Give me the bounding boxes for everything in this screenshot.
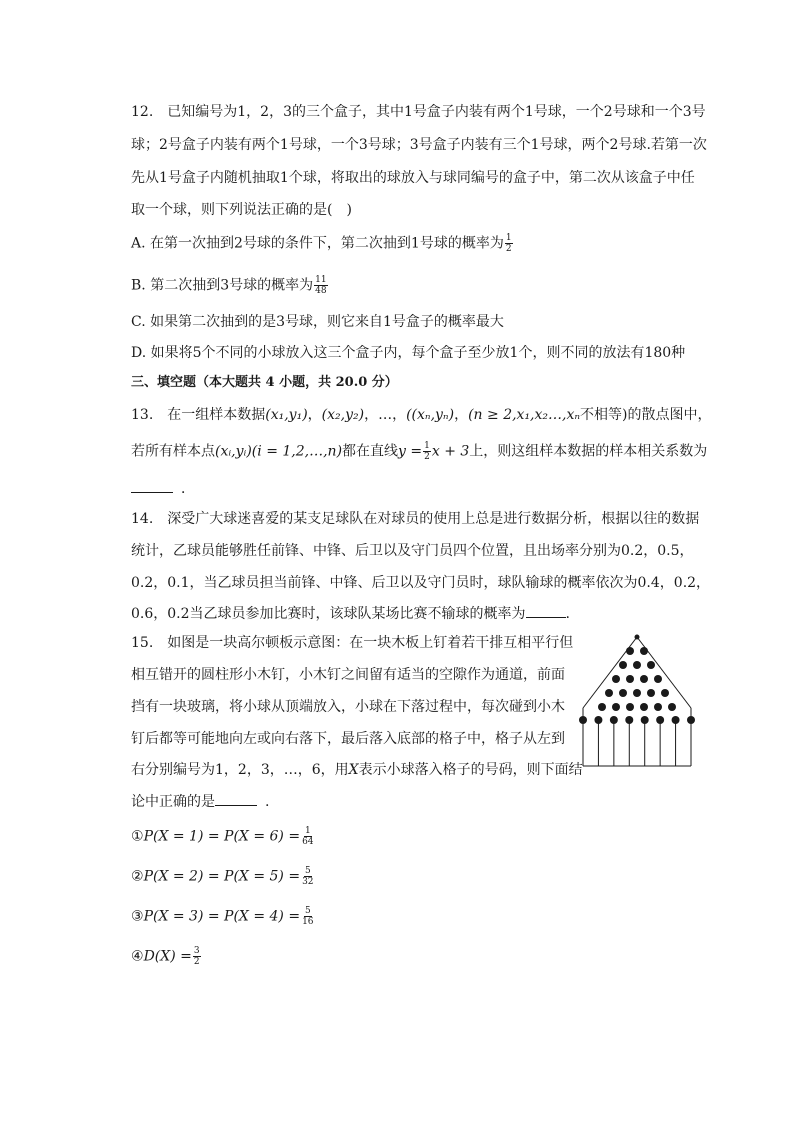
fraction-denominator: 2 bbox=[505, 244, 512, 254]
q12-line2: 球；2号盒子内装有两个1号球，一个3号球；3号盒子内装有三个1号球，两个2号球.若第一次 bbox=[131, 137, 707, 153]
peg bbox=[661, 689, 669, 697]
math-expression: (x₁,y₁) bbox=[265, 407, 308, 423]
fraction-numerator: 5 bbox=[304, 866, 311, 876]
q13-text: 若所有样本点 bbox=[131, 443, 215, 460]
galton-board-figure bbox=[579, 632, 695, 772]
math-expression: P(X = 2) = P(X = 5) = bbox=[143, 868, 301, 885]
peg bbox=[633, 661, 641, 669]
option-a-text: A. 在第一次抽到2号球的条件下，第二次抽到1号球的概率为 bbox=[131, 235, 504, 252]
math-expression: P(X = 3) = P(X = 4) = bbox=[143, 908, 301, 925]
peg bbox=[626, 647, 634, 655]
math-expression: P(X = 1) = P(X = 6) = bbox=[143, 828, 301, 845]
peg bbox=[647, 689, 655, 697]
answer-blank[interactable] bbox=[215, 791, 257, 806]
q13-line1 bbox=[131, 405, 712, 425]
q15-statement-2 bbox=[131, 866, 316, 887]
peg bbox=[626, 675, 634, 683]
line-slope-fraction bbox=[423, 441, 431, 462]
q13-line2 bbox=[131, 441, 707, 462]
fraction-numerator: 3 bbox=[193, 946, 200, 956]
q12-line1: 12. 已知编号为1，2，3的三个盒子，其中1号盒子内装有两个1号球，一个2号球和一个3号 bbox=[131, 104, 706, 120]
fraction-denominator: 64 bbox=[302, 837, 314, 847]
fraction-numerator: 11 bbox=[315, 275, 327, 285]
peg bbox=[640, 647, 648, 655]
peg bbox=[635, 635, 640, 640]
section-header: 三、填空题（本大题共 4 小题，共 20.0 分） bbox=[131, 375, 398, 390]
answer-blank[interactable] bbox=[131, 478, 173, 493]
q12-line4: 取一个球，则下列说法正确的是( ) bbox=[131, 202, 352, 218]
q15-text: . bbox=[265, 794, 270, 810]
fraction-denominator: 48 bbox=[315, 286, 327, 296]
statement-fraction bbox=[301, 866, 314, 887]
fraction-numerator: 1 bbox=[505, 233, 512, 243]
q13-line3 bbox=[131, 478, 195, 499]
fraction-numerator: 1 bbox=[304, 826, 311, 836]
q13-text: 上，则这组样本数据的样本相关系数为 bbox=[469, 443, 708, 460]
q15-text: 表示小球落入格子的号码，则下面结 bbox=[358, 762, 583, 778]
q15-statement-3 bbox=[131, 906, 316, 927]
q13-text: 13. 在一组样本数据 bbox=[131, 407, 266, 423]
peg bbox=[654, 703, 662, 711]
circled-number: ② bbox=[131, 868, 144, 885]
q13-text: 不相等)的散点图中， bbox=[580, 407, 712, 423]
circled-number: ① bbox=[131, 828, 144, 845]
math-expression: (x₂,y₂) bbox=[321, 407, 365, 423]
q15-statement-4 bbox=[131, 946, 202, 967]
q15-text: 右分别编号为1，2，3，…，6，用 bbox=[131, 762, 349, 778]
answer-blank[interactable] bbox=[526, 603, 566, 618]
fraction-numerator: 1 bbox=[424, 441, 430, 451]
math-expression: x + 3 bbox=[431, 443, 470, 460]
peg bbox=[612, 703, 620, 711]
statement-fraction bbox=[301, 906, 314, 927]
q12-option-b bbox=[131, 275, 329, 296]
fraction-denominator: 2 bbox=[424, 452, 430, 462]
q13-text: ． bbox=[181, 481, 195, 497]
q15-line4: 钉后都等可能地向左或向右落下，最后落入底部的格子中，格子从左到 bbox=[131, 731, 565, 747]
q13-text: ， bbox=[454, 407, 469, 423]
peg bbox=[612, 675, 620, 683]
q13-text: ，…， bbox=[364, 407, 407, 423]
math-expression: ((xₙ,yₙ) bbox=[406, 407, 455, 423]
q12-line3: 先从1号盒子内随机抽取1个球，将取出的球放入与球同编号的盒子中，第二次从该盒子中任 bbox=[131, 170, 695, 186]
peg bbox=[626, 703, 634, 711]
q12-option-a bbox=[131, 233, 514, 254]
q15-line1: 15. 如图是一块高尔顿板示意图：在一块木板上钉着若干排互相平行但 bbox=[131, 635, 574, 651]
peg-rows bbox=[579, 635, 695, 725]
math-expression: (n ≥ 2,x₁,x₂…,xₙ bbox=[468, 407, 581, 423]
peg bbox=[668, 703, 676, 711]
fraction-numerator: 5 bbox=[304, 906, 311, 916]
q15-line3: 挡有一块玻璃，将小球从顶端放入，小球在下落过程中，每次碰到小木 bbox=[131, 699, 565, 715]
q14-text: . bbox=[565, 606, 570, 622]
q15-line6 bbox=[131, 791, 269, 812]
q13-text: ， bbox=[307, 407, 322, 423]
q15-line2: 相互错开的圆柱形小木钉，小木钉之间留有适当的空隙作为通道，前面 bbox=[131, 667, 565, 683]
circled-number: ④ bbox=[131, 948, 144, 965]
option-b-fraction bbox=[314, 275, 327, 296]
fraction-denominator: 16 bbox=[302, 917, 314, 927]
peg bbox=[654, 675, 662, 683]
statement-fraction bbox=[301, 826, 314, 847]
q14-line3: 0.2，0.1，当乙球员担当前锋、中锋、后卫以及守门员时，球队输球的概率依次为0.4，0.2， bbox=[131, 575, 711, 591]
math-expression: D(X) = bbox=[143, 948, 192, 965]
math-expression: y = bbox=[398, 443, 423, 460]
peg bbox=[605, 689, 613, 697]
circled-number: ③ bbox=[131, 908, 144, 925]
fraction-denominator: 2 bbox=[193, 957, 200, 967]
peg bbox=[619, 661, 627, 669]
peg bbox=[598, 703, 606, 711]
q15-line5 bbox=[131, 760, 583, 780]
peg bbox=[619, 689, 627, 697]
peg bbox=[633, 689, 641, 697]
option-a-fraction bbox=[505, 233, 513, 254]
q12-option-d: D. 如果将5个不同的小球放入这三个盒子内，每个盒子至少放1个，则不同的放法有180种 bbox=[131, 345, 686, 361]
q14-text: 0.6，0.2当乙球员参加比赛时，该球队某场比赛不输球的概率为 bbox=[131, 606, 526, 622]
statement-fraction bbox=[193, 946, 201, 967]
math-variable: X bbox=[348, 762, 359, 778]
q13-text: 都在直线 bbox=[342, 443, 399, 460]
q15-text: 论中正确的是 bbox=[131, 794, 215, 810]
slot-dividers bbox=[583, 720, 691, 766]
q14-line4 bbox=[131, 603, 570, 624]
q12-option-c: C. 如果第二次抽到的是3号球，则它来自1号盒子的概率最大 bbox=[131, 314, 504, 330]
fraction-denominator: 32 bbox=[302, 877, 314, 887]
math-expression: (xᵢ,yᵢ)(i = 1,2,…,n) bbox=[215, 443, 343, 460]
option-b-text: B. 第二次抽到3号球的概率为 bbox=[131, 277, 314, 294]
peg bbox=[647, 661, 655, 669]
q15-statement-1 bbox=[131, 826, 316, 847]
board-outline bbox=[583, 637, 691, 766]
q14-line2: 统计，乙球员能够胜任前锋、中锋、后卫以及守门员四个位置，且出场率分别为0.2，0.5， bbox=[131, 543, 694, 559]
peg bbox=[640, 703, 648, 711]
q14-line1: 14. 深受广大球迷喜爱的某支足球队在对球员的使用上总是进行数据分析，根据以往的数据 bbox=[131, 511, 700, 527]
peg bbox=[640, 675, 648, 683]
